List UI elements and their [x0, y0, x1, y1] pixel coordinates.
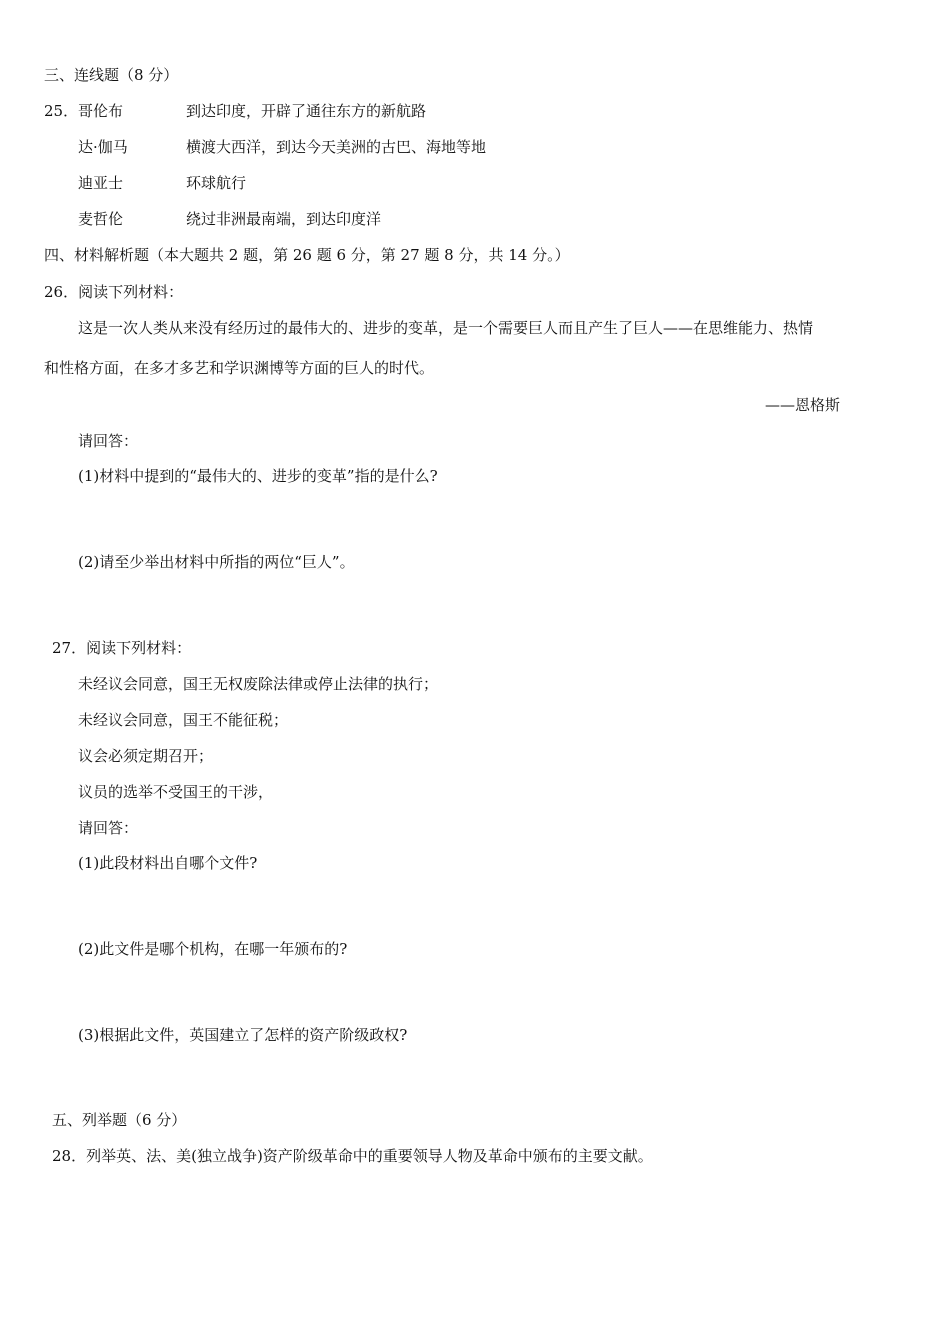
- q26-intro: 26．阅读下列材料：: [44, 283, 184, 301]
- navigator-magellan: 麦哲伦: [78, 210, 124, 228]
- q25-row-2: [44, 137, 644, 157]
- navigator-dias: 迪亚士: [78, 174, 124, 192]
- q26-attribution: ——恩格斯: [764, 396, 840, 414]
- achievement-4: 绕过非洲最南端，到达印度洋: [186, 210, 382, 228]
- q25-row-3: [44, 173, 644, 193]
- q28-text: 28．列举英、法、美(独立战争)资产阶级革命中的重要领导人物及革命中颁布的主要文献。: [52, 1147, 653, 1165]
- q27-line-1: 未经议会同意，国王无权废除法律或停止法律的执行；: [78, 675, 439, 693]
- achievement-1: 到达印度，开辟了通往东方的新航路: [186, 102, 427, 120]
- q27-sub-3: (3)根据此文件，英国建立了怎样的资产阶级政权?: [78, 1026, 408, 1044]
- navigator-da-gama: 达·伽马: [78, 138, 128, 156]
- q27-line-2: 未经议会同意，国王不能征税；: [78, 711, 289, 729]
- achievement-2: 横渡大西洋，到达今天美洲的古巴、海地等地: [186, 138, 487, 156]
- q26-material-line-2: 和性格方面，在多才多艺和学识渊博等方面的巨人的时代。: [44, 359, 435, 377]
- q27-line-4: 议员的选举不受国王的干涉，: [78, 783, 274, 801]
- q25-row-4: [44, 209, 644, 229]
- navigator-columbus: 哥伦布: [78, 102, 124, 120]
- q26-prompt: 请回答：: [78, 432, 139, 450]
- q26-material-line-1: 这是一次人类从来没有经历过的最伟大的、进步的变革，是一个需要巨人而且产生了巨人——在思维能力、热情: [78, 319, 814, 337]
- section5-heading: 五、列举题（6 分）: [52, 1111, 187, 1129]
- q27-intro: 27．阅读下列材料：: [52, 639, 192, 657]
- q26-sub-2: (2)请至少举出材料中所指的两位“巨人”。: [78, 553, 355, 571]
- q25-number: 25．: [44, 102, 79, 120]
- q27-line-3: 议会必须定期召开；: [78, 747, 214, 765]
- q27-prompt: 请回答：: [78, 819, 139, 837]
- q25-row-1: [44, 101, 644, 121]
- achievement-3: 环球航行: [186, 174, 247, 192]
- q26-sub-1: (1)材料中提到的“最伟大的、进步的变革”指的是什么?: [78, 467, 438, 485]
- section4-heading: 四、材料解析题（本大题共 2 题，第 26 题 6 分，第 27 题 8 分，共 14 分。）: [44, 246, 570, 264]
- q27-sub-2: (2)此文件是哪个机构，在哪一年颁布的?: [78, 940, 348, 958]
- section3-heading: 三、连线题（8 分）: [44, 66, 179, 84]
- q27-sub-1: (1)此段材料出自哪个文件?: [78, 854, 258, 872]
